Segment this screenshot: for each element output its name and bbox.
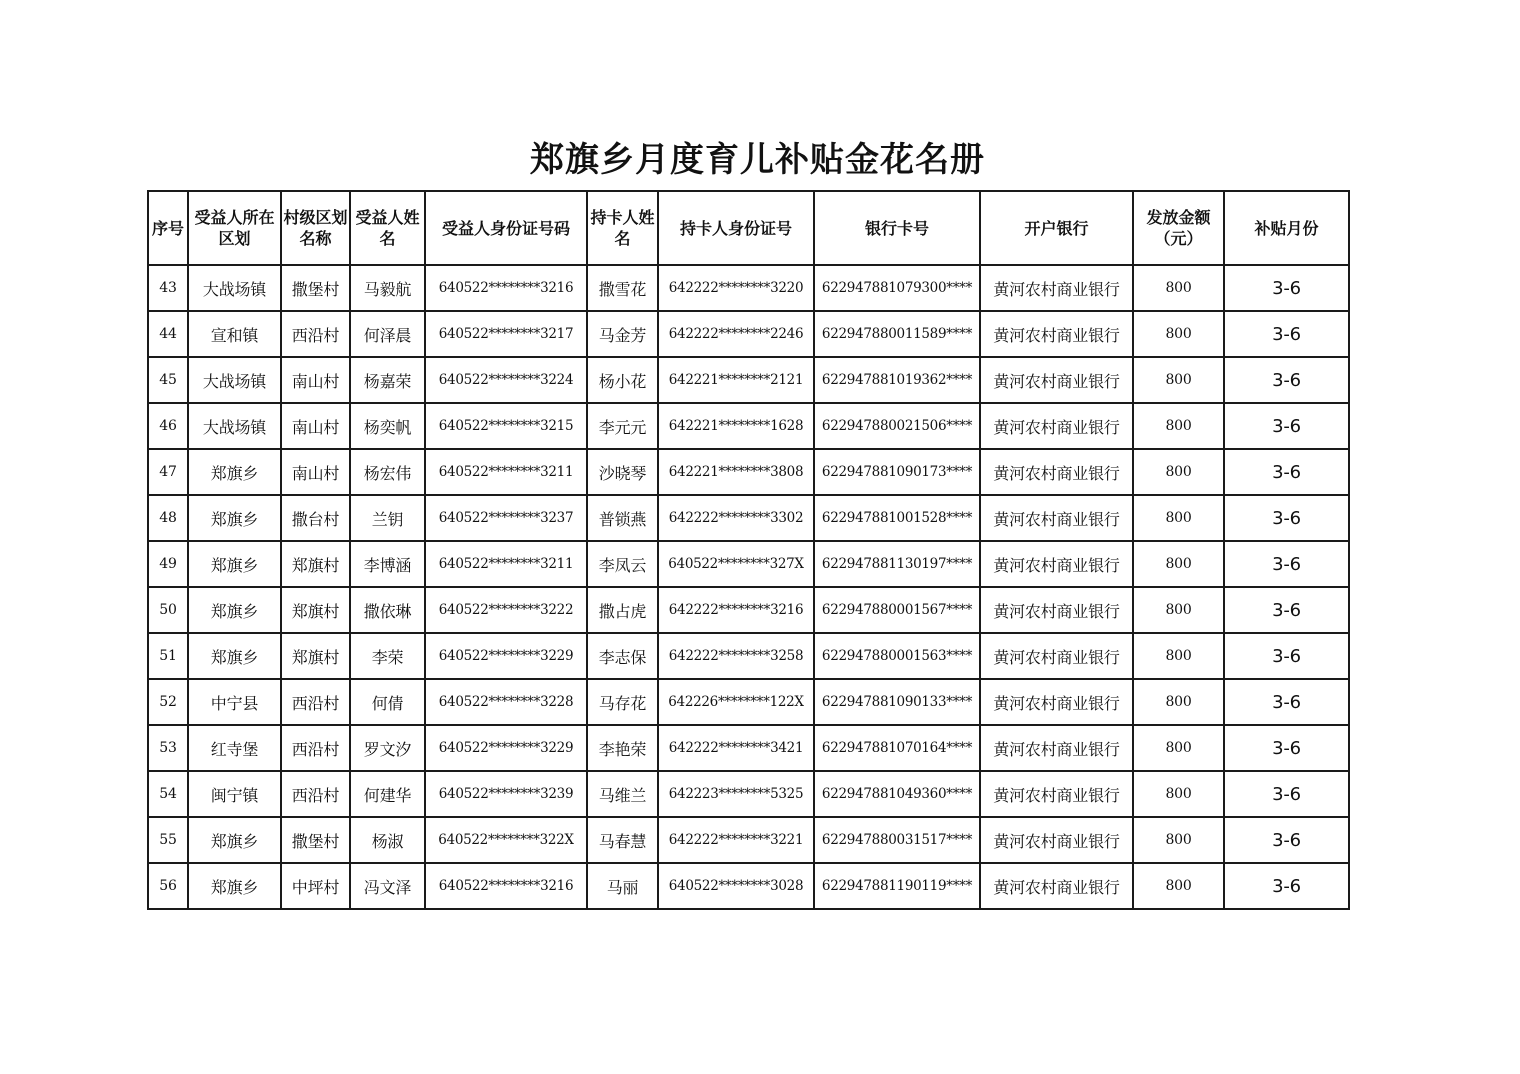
cell-amount: 800 — [1133, 587, 1224, 633]
cell-beneficiary-id: 640522********3222 — [425, 587, 587, 633]
cell-month: 3-6 — [1224, 587, 1349, 633]
cell-bank-card: 622947881190119**** — [814, 863, 980, 909]
table-row — [148, 771, 1349, 817]
cell-amount: 800 — [1133, 311, 1224, 357]
cell-holder-name: 普锁燕 — [587, 495, 658, 541]
cell-holder-name: 杨小花 — [587, 357, 658, 403]
cell-amount: 800 — [1133, 725, 1224, 771]
cell-month: 3-6 — [1224, 541, 1349, 587]
cell-beneficiary-id: 640522********3216 — [425, 265, 587, 311]
cell-holder-id: 642221********2121 — [658, 357, 814, 403]
cell-seq: 56 — [148, 863, 188, 909]
cell-bank: 黄河农村商业银行 — [980, 357, 1133, 403]
cell-beneficiary-id: 640522********3229 — [425, 633, 587, 679]
cell-bank-card: 622947881090133**** — [814, 679, 980, 725]
cell-village: 撒堡村 — [281, 817, 350, 863]
cell-village: 西沿村 — [281, 771, 350, 817]
cell-beneficiary-name: 李荣 — [350, 633, 425, 679]
cell-beneficiary-id: 640522********3228 — [425, 679, 587, 725]
cell-area: 郑旗乡 — [188, 863, 281, 909]
cell-beneficiary-name: 何泽晨 — [350, 311, 425, 357]
cell-bank: 黄河农村商业银行 — [980, 633, 1133, 679]
cell-area: 郑旗乡 — [188, 541, 281, 587]
cell-amount: 800 — [1133, 449, 1224, 495]
cell-holder-id: 642222********3221 — [658, 817, 814, 863]
header-holder-name: 持卡人姓名 — [587, 191, 658, 265]
cell-bank-card: 622947881130197**** — [814, 541, 980, 587]
table-row — [148, 265, 1349, 311]
cell-bank-card: 622947880031517**** — [814, 817, 980, 863]
cell-month: 3-6 — [1224, 495, 1349, 541]
table-row — [148, 541, 1349, 587]
cell-amount: 800 — [1133, 817, 1224, 863]
cell-month: 3-6 — [1224, 357, 1349, 403]
cell-beneficiary-id: 640522********3211 — [425, 541, 587, 587]
cell-beneficiary-id: 640522********322X — [425, 817, 587, 863]
cell-beneficiary-id: 640522********3217 — [425, 311, 587, 357]
cell-amount: 800 — [1133, 771, 1224, 817]
cell-bank: 黄河农村商业银行 — [980, 587, 1133, 633]
header-bank: 开户银行 — [980, 191, 1133, 265]
cell-beneficiary-name: 何建华 — [350, 771, 425, 817]
cell-seq: 43 — [148, 265, 188, 311]
table-row — [148, 311, 1349, 357]
cell-area: 郑旗乡 — [188, 495, 281, 541]
cell-bank: 黄河农村商业银行 — [980, 863, 1133, 909]
cell-bank: 黄河农村商业银行 — [980, 449, 1133, 495]
cell-holder-name: 李凤云 — [587, 541, 658, 587]
cell-village: 南山村 — [281, 357, 350, 403]
cell-month: 3-6 — [1224, 679, 1349, 725]
cell-bank-card: 622947880001567**** — [814, 587, 980, 633]
cell-holder-id: 640522********3028 — [658, 863, 814, 909]
cell-holder-name: 李艳荣 — [587, 725, 658, 771]
header-row — [148, 191, 1349, 265]
cell-beneficiary-name: 罗文汐 — [350, 725, 425, 771]
cell-holder-name: 马丽 — [587, 863, 658, 909]
cell-bank: 黄河农村商业银行 — [980, 817, 1133, 863]
cell-holder-id: 642222********2246 — [658, 311, 814, 357]
cell-village: 郑旗村 — [281, 633, 350, 679]
table-row — [148, 817, 1349, 863]
cell-village: 西沿村 — [281, 311, 350, 357]
cell-beneficiary-id: 640522********3229 — [425, 725, 587, 771]
cell-beneficiary-name: 李博涵 — [350, 541, 425, 587]
cell-bank-card: 622947880021506**** — [814, 403, 980, 449]
cell-holder-id: 642222********3220 — [658, 265, 814, 311]
cell-holder-name: 撒占虎 — [587, 587, 658, 633]
cell-seq: 55 — [148, 817, 188, 863]
cell-bank: 黄河农村商业银行 — [980, 771, 1133, 817]
cell-village: 郑旗村 — [281, 587, 350, 633]
cell-seq: 49 — [148, 541, 188, 587]
cell-beneficiary-id: 640522********3224 — [425, 357, 587, 403]
table-row — [148, 863, 1349, 909]
cell-seq: 44 — [148, 311, 188, 357]
cell-seq: 47 — [148, 449, 188, 495]
cell-month: 3-6 — [1224, 311, 1349, 357]
cell-seq: 51 — [148, 633, 188, 679]
cell-village: 郑旗村 — [281, 541, 350, 587]
cell-bank-card: 622947881019362**** — [814, 357, 980, 403]
cell-seq: 53 — [148, 725, 188, 771]
cell-village: 南山村 — [281, 403, 350, 449]
table-row — [148, 495, 1349, 541]
cell-village: 撒台村 — [281, 495, 350, 541]
table-row — [148, 403, 1349, 449]
cell-area: 大战场镇 — [188, 357, 281, 403]
cell-holder-name: 撒雪花 — [587, 265, 658, 311]
cell-bank-card: 622947881090173**** — [814, 449, 980, 495]
cell-beneficiary-name: 何倩 — [350, 679, 425, 725]
cell-bank: 黄河农村商业银行 — [980, 725, 1133, 771]
cell-village: 西沿村 — [281, 679, 350, 725]
cell-beneficiary-name: 冯文泽 — [350, 863, 425, 909]
cell-beneficiary-name: 杨淑 — [350, 817, 425, 863]
cell-seq: 48 — [148, 495, 188, 541]
cell-holder-name: 马维兰 — [587, 771, 658, 817]
cell-amount: 800 — [1133, 679, 1224, 725]
cell-area: 郑旗乡 — [188, 587, 281, 633]
cell-amount: 800 — [1133, 633, 1224, 679]
cell-amount: 800 — [1133, 265, 1224, 311]
cell-amount: 800 — [1133, 541, 1224, 587]
cell-bank: 黄河农村商业银行 — [980, 265, 1133, 311]
cell-seq: 54 — [148, 771, 188, 817]
cell-amount: 800 — [1133, 863, 1224, 909]
cell-area: 中宁县 — [188, 679, 281, 725]
cell-beneficiary-id: 640522********3215 — [425, 403, 587, 449]
cell-holder-name: 沙晓琴 — [587, 449, 658, 495]
cell-beneficiary-name: 撒依琳 — [350, 587, 425, 633]
cell-holder-name: 马金芳 — [587, 311, 658, 357]
cell-village: 撒堡村 — [281, 265, 350, 311]
cell-holder-name: 李元元 — [587, 403, 658, 449]
cell-amount: 800 — [1133, 403, 1224, 449]
cell-area: 宣和镇 — [188, 311, 281, 357]
cell-bank-card: 622947881001528**** — [814, 495, 980, 541]
cell-bank-card: 622947881049360**** — [814, 771, 980, 817]
table-header — [148, 191, 1349, 265]
cell-holder-id: 642222********3302 — [658, 495, 814, 541]
cell-holder-id: 642222********3258 — [658, 633, 814, 679]
header-month: 补贴月份 — [1224, 191, 1349, 265]
cell-seq: 45 — [148, 357, 188, 403]
cell-area: 红寺堡 — [188, 725, 281, 771]
cell-holder-id: 642221********3808 — [658, 449, 814, 495]
header-village: 村级区划名称 — [281, 191, 350, 265]
cell-bank: 黄河农村商业银行 — [980, 495, 1133, 541]
header-bank-card: 银行卡号 — [814, 191, 980, 265]
cell-bank-card: 622947881070164**** — [814, 725, 980, 771]
cell-holder-id: 642226********122X — [658, 679, 814, 725]
cell-month: 3-6 — [1224, 403, 1349, 449]
header-beneficiary-name: 受益人姓名 — [350, 191, 425, 265]
cell-beneficiary-name: 杨嘉荣 — [350, 357, 425, 403]
cell-beneficiary-id: 640522********3211 — [425, 449, 587, 495]
cell-beneficiary-id: 640522********3216 — [425, 863, 587, 909]
table-row — [148, 725, 1349, 771]
cell-month: 3-6 — [1224, 265, 1349, 311]
cell-holder-name: 李志保 — [587, 633, 658, 679]
cell-bank: 黄河农村商业银行 — [980, 679, 1133, 725]
cell-bank: 黄河农村商业银行 — [980, 541, 1133, 587]
subsidy-roster-table — [147, 190, 1350, 910]
header-seq: 序号 — [148, 191, 188, 265]
cell-amount: 800 — [1133, 357, 1224, 403]
header-area: 受益人所在区划 — [188, 191, 281, 265]
cell-holder-id: 640522********327X — [658, 541, 814, 587]
cell-bank: 黄河农村商业银行 — [980, 403, 1133, 449]
cell-area: 郑旗乡 — [188, 633, 281, 679]
cell-area: 郑旗乡 — [188, 817, 281, 863]
header-amount: 发放金额（元） — [1133, 191, 1224, 265]
cell-bank: 黄河农村商业银行 — [980, 311, 1133, 357]
table-row — [148, 633, 1349, 679]
cell-holder-id: 642221********1628 — [658, 403, 814, 449]
cell-holder-id: 642222********3216 — [658, 587, 814, 633]
table-row — [148, 449, 1349, 495]
cell-holder-name: 马春慧 — [587, 817, 658, 863]
cell-village: 南山村 — [281, 449, 350, 495]
table-row — [148, 357, 1349, 403]
cell-area: 闽宁镇 — [188, 771, 281, 817]
cell-amount: 800 — [1133, 495, 1224, 541]
cell-area: 大战场镇 — [188, 265, 281, 311]
cell-month: 3-6 — [1224, 863, 1349, 909]
cell-village: 西沿村 — [281, 725, 350, 771]
cell-holder-name: 马存花 — [587, 679, 658, 725]
table-body — [148, 265, 1349, 909]
cell-bank-card: 622947880001563**** — [814, 633, 980, 679]
cell-month: 3-6 — [1224, 449, 1349, 495]
cell-bank-card: 622947881079300**** — [814, 265, 980, 311]
cell-bank-card: 622947880011589**** — [814, 311, 980, 357]
cell-seq: 46 — [148, 403, 188, 449]
cell-month: 3-6 — [1224, 817, 1349, 863]
cell-beneficiary-id: 640522********3239 — [425, 771, 587, 817]
cell-area: 大战场镇 — [188, 403, 281, 449]
cell-month: 3-6 — [1224, 633, 1349, 679]
page-title: 郑旗乡月度育儿补贴金花名册 — [530, 140, 985, 180]
cell-area: 郑旗乡 — [188, 449, 281, 495]
cell-beneficiary-id: 640522********3237 — [425, 495, 587, 541]
cell-beneficiary-name: 杨宏伟 — [350, 449, 425, 495]
cell-village: 中坪村 — [281, 863, 350, 909]
cell-beneficiary-name: 马毅航 — [350, 265, 425, 311]
header-beneficiary-id: 受益人身份证号码 — [425, 191, 587, 265]
cell-holder-id: 642223********5325 — [658, 771, 814, 817]
table-row — [148, 587, 1349, 633]
cell-seq: 50 — [148, 587, 188, 633]
cell-month: 3-6 — [1224, 771, 1349, 817]
cell-month: 3-6 — [1224, 725, 1349, 771]
table-row — [148, 679, 1349, 725]
cell-beneficiary-name: 杨奕帆 — [350, 403, 425, 449]
cell-beneficiary-name: 兰钥 — [350, 495, 425, 541]
cell-seq: 52 — [148, 679, 188, 725]
cell-holder-id: 642222********3421 — [658, 725, 814, 771]
header-holder-id: 持卡人身份证号 — [658, 191, 814, 265]
